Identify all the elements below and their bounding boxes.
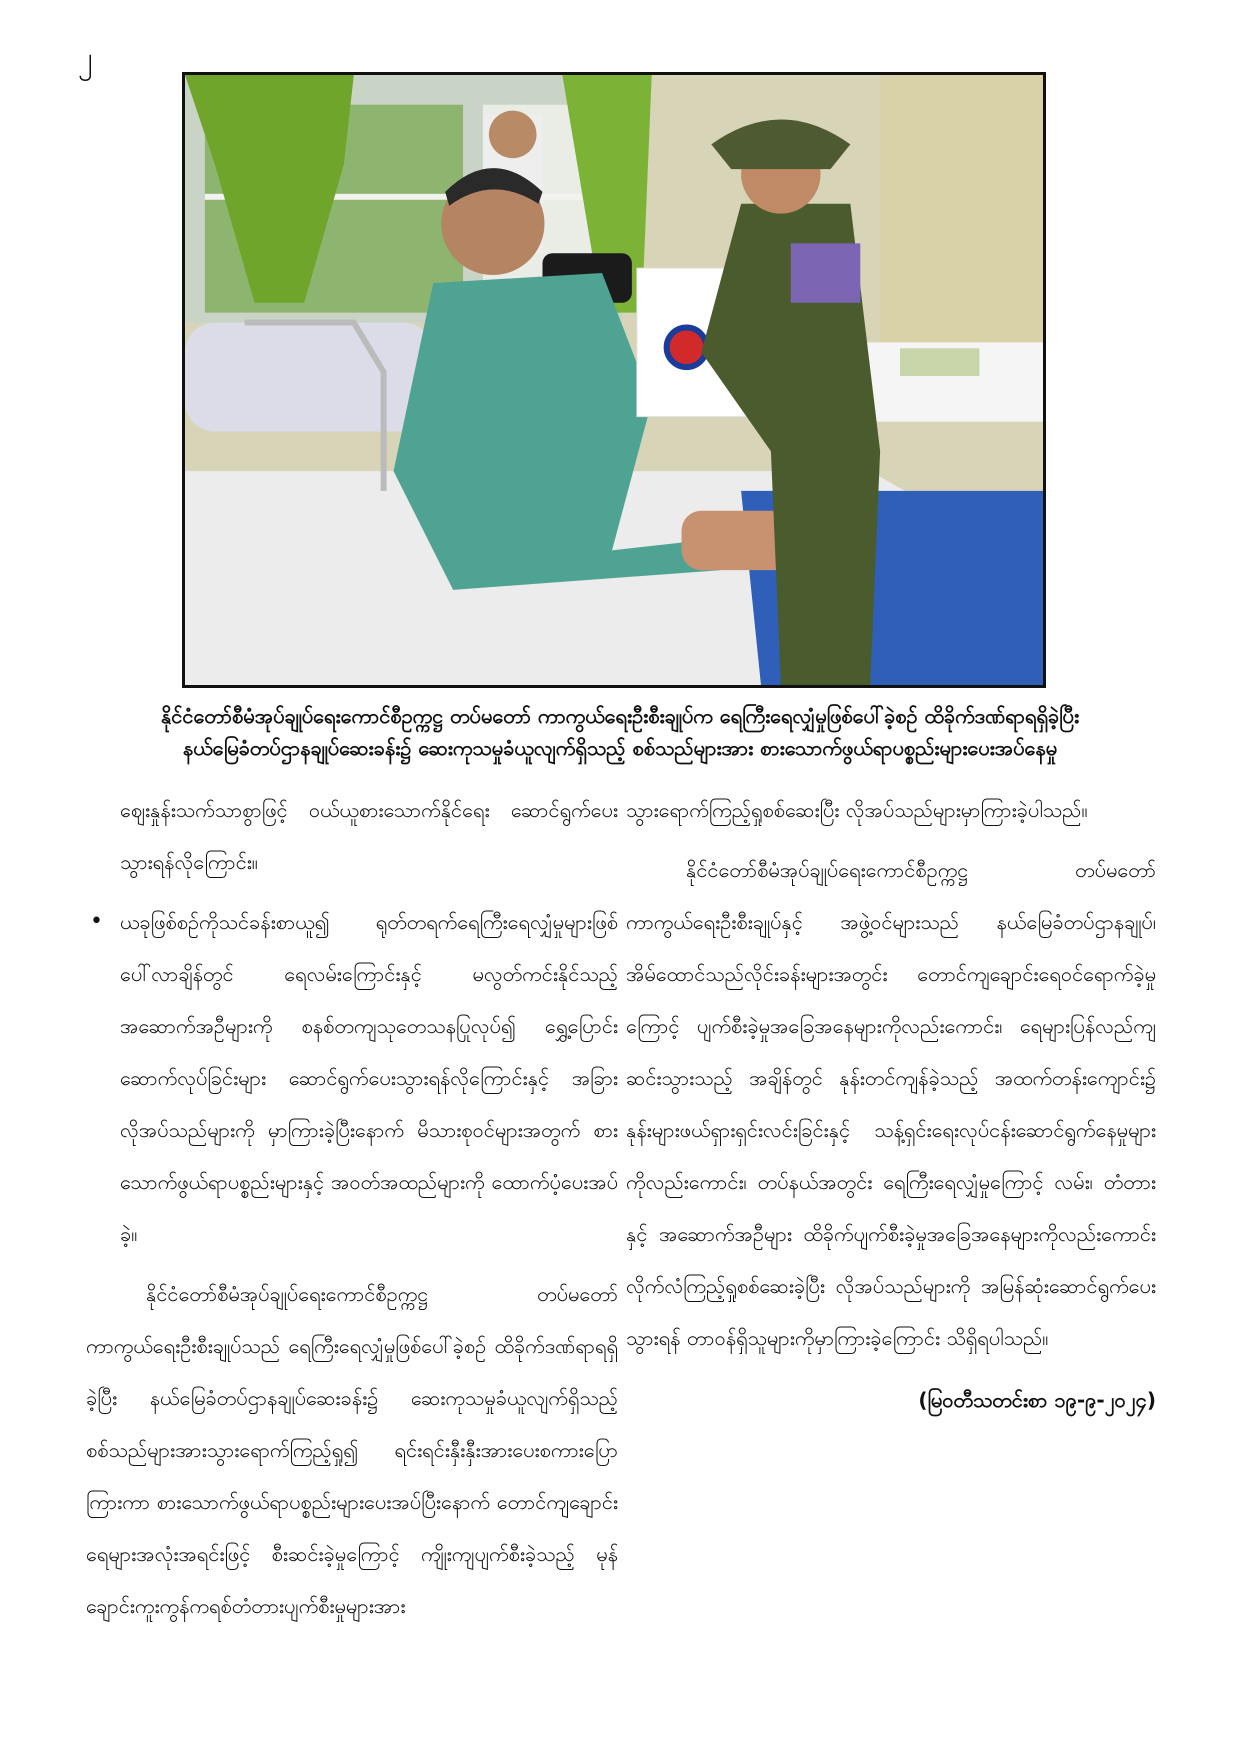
paragraph: ယခုဖြစ်စဉ်ကိုသင်ခန်းစာယူ၍ ရုတ်တရက်ရေကြီးရေလျှံမှုများဖြစ်ပေါ်လာချိန်တွင် ရေလမ်းကြောင်းနှင့် မလွတ်ကင်းနိုင်သည့်အဆောက်အဦများကို စနစ်တကျသုတေသနပြုလုပ်၍ ရွှေ့ပြောင်းဆောက်လုပ်ခြင်းများ ဆောင်ရွက်ပေးသွားရန်လိုကြောင်းနှင့် အခြားလိုအပ်သည်များကို မှာကြားခဲ့ပြီးနောက် မိသားစုဝင်များအတွက် စားသောက်ဖွယ်ရာပစ္စည်းများနှင့် အဝတ်အထည်များကို ထောက်ပံ့ပေးအပ်ခဲ့။: [120, 910, 618, 1246]
bullet-symbol: •: [90, 909, 103, 934]
right-column: [626, 784, 1156, 1426]
caption-line-1: နိုင်ငံတော်စီမံအုပ်ချုပ်ရေးကောင်စီဥက္ကဋ္ဌ တပ်မတော် ကာကွယ်ရေးဦးစီးချုပ်က ရေကြီးရေလျှံမှုဖြစ်ပေါ်ခဲ့စဉ် ထိခိုက်ဒဏ်ရာရရှိခဲ့ပြီး: [160, 704, 1080, 728]
source-credit: (မြဝတီသတင်းစာ ၁၉-၉-၂၀၂၄): [918, 1388, 1156, 1412]
paragraph: သွားရောက်ကြည့်ရှုစစ်ဆေးပြီး လိုအပ်သည်များမှာကြားခဲ့ပါသည်။: [626, 798, 1088, 822]
paragraph: ဈေးနှုန်းသက်သာစွာဖြင့် ဝယ်ယူစားသောက်နိုင်ရေး ဆောင်ရွက်ပေးသွားရန်လိုကြောင်း။: [120, 798, 618, 874]
bullet-item: [86, 896, 618, 1260]
photo-caption: [80, 700, 1160, 764]
photo-image: [185, 75, 1043, 685]
paragraph: နိုင်ငံတော်စီမံအုပ်ချုပ်ရေးကောင်စီဥက္ကဋ္ဌ တပ်မတော် ကာကွယ်ရေးဦးစီးချုပ်သည် ရေကြီးရေလျှံမှုဖြစ်ပေါ်ခဲ့စဉ် ထိခိုက်ဒဏ်ရာရရှိခဲ့ပြီး နယ်မြေခံတပ်ဌာနချုပ်ဆေးခန်း၌ ဆေးကုသမှုခံယူလျက်ရှိသည့် စစ်သည်များအားသွားရောက်ကြည့်ရှု၍ ရင်းရင်းနှီးနှီးအားပေးစကားပြောကြားကာ စားသောက်ဖွယ်ရာပစ္စည်းများပေးအပ်ပြီးနောက် တောင်ကျချောင်းရေများအလုံးအရင်းဖြင့် စီးဆင်းခဲ့မှုကြောင့် ကျိုးကျပျက်စီးခဲ့သည့် မုန်ချောင်းကူးကွန်ကရစ်တံတားပျက်စီးမှုများအား: [86, 1282, 618, 1618]
paragraph: နိုင်ငံတော်စီမံအုပ်ချုပ်ရေးကောင်စီဥက္ကဋ္ဌ တပ်မတော် ကာကွယ်ရေးဦးစီးချုပ်နှင့် အဖွဲ့ဝင်များသည် နယ်မြေခံတပ်ဌာနချုပ်၊ အိမ်ထောင်သည်လိုင်းခန်းများအတွင်း တောင်ကျချောင်းရေဝင်ရောက်ခဲ့မှုကြောင့် ပျက်စီးခဲ့မှုအခြေအနေများကိုလည်းကောင်း၊ ရေများပြန်လည်ကျဆင်းသွားသည့် အချိန်တွင် နုန်းတင်ကျန်ခဲ့သည့် အထက်တန်းကျောင်း၌ နုန်းများဖယ်ရှားရှင်းလင်းခြင်းနှင့် သန့်ရှင်းရေးလုပ်ငန်းဆောင်ရွက်နေမှုများကိုလည်းကောင်း၊ တပ်နယ်အတွင်း ရေကြီးရေလျှံမှုကြောင့် လမ်း၊ တံတားနှင့် အဆောက်အဦများ ထိခိုက်ပျက်စီးခဲ့မှုအခြေအနေများကိုလည်းကောင်း လိုက်လံကြည့်ရှုစစ်ဆေးခဲ့ပြီး လိုအပ်သည်များကို အမြန်ဆုံးဆောင်ရွက်ပေးသွားရန် တာဝန်ရှိသူများကိုမှာကြားခဲ့ကြောင်း သိရှိရပါသည်။: [626, 858, 1156, 1350]
news-photo: [182, 72, 1046, 688]
left-column: [86, 784, 618, 1640]
page-number: ၂: [78, 41, 93, 76]
caption-line-2: နယ်မြေခံတပ်ဌာနချုပ်ဆေးခန်း၌ ဆေးကုသမှုခံယူလျက်ရှိသည့် စစ်သည်များအား စားသောက်ဖွယ်ရာပစ္စည်းများပေးအပ်နေမှု: [182, 736, 1058, 760]
